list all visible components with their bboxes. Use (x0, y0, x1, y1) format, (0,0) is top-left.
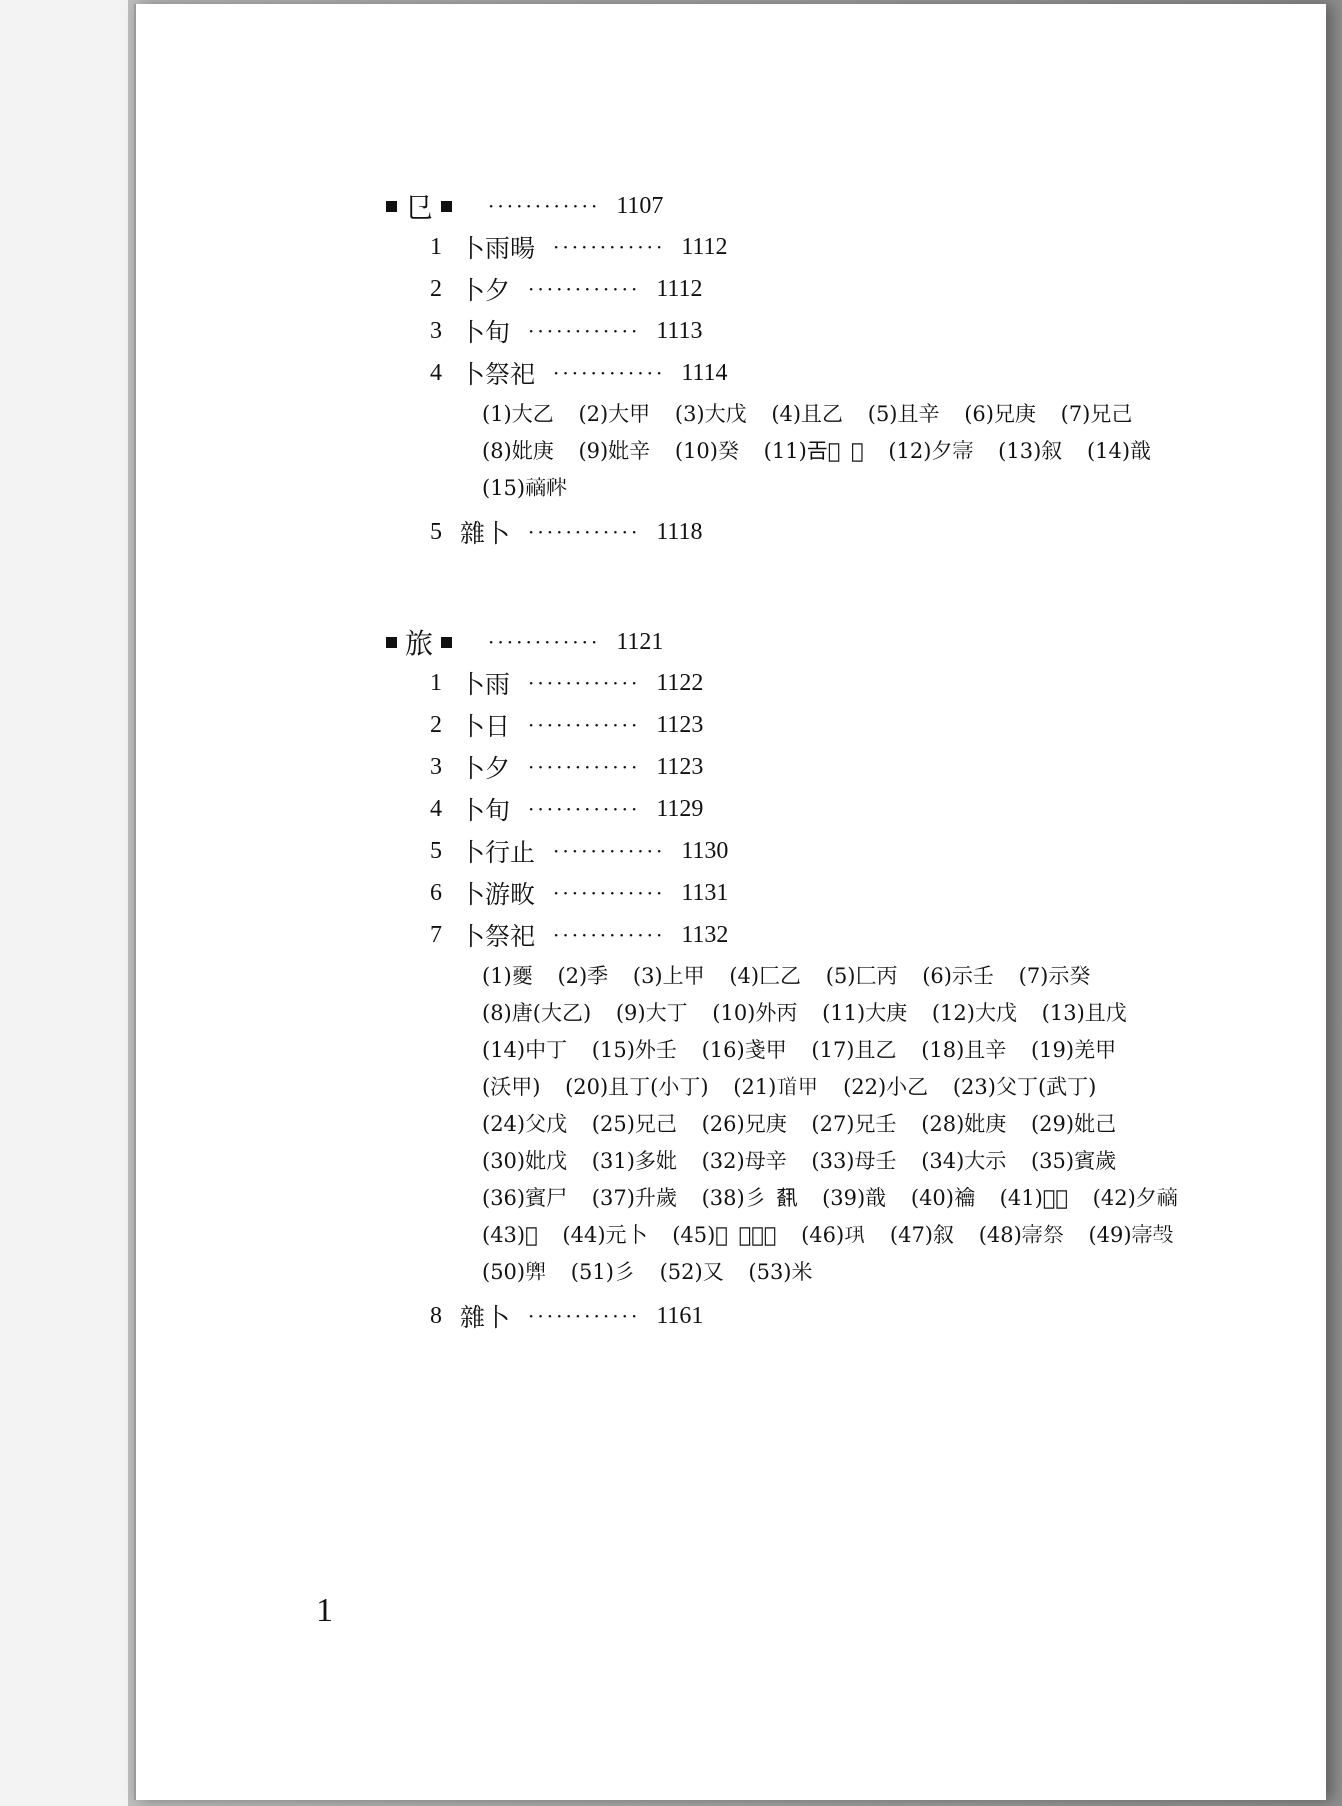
sub-item: (34)大示 (921, 1149, 1007, 1173)
leader-dots: ············ (528, 713, 641, 737)
section-2 (380, 622, 1202, 1337)
sub-item: (21)𩠑甲 (733, 1075, 819, 1099)
section-title: 旅 (405, 627, 434, 660)
section-title: 㔾 (405, 191, 434, 224)
sub-item: (23)父丁(武丁) (952, 1075, 1097, 1099)
sub-item: (20)且丁(小丁) (565, 1075, 709, 1099)
entry-title: 卜夕 (460, 754, 511, 783)
entry-index: 8 (430, 1302, 442, 1329)
entry-page-number: 1161 (656, 1302, 704, 1329)
entry-title: 卜行止 (460, 838, 536, 867)
entry-index: 3 (430, 753, 442, 780)
sub-item: (3)大戊 (674, 402, 747, 426)
entry-page-number: 1118 (656, 518, 703, 545)
sub-item: (36)賓尸 (482, 1186, 568, 1210)
toc-entry (430, 704, 1202, 746)
entry-title: 雜卜 (460, 1303, 511, 1332)
sub-item: (47)叙 (889, 1223, 954, 1247)
square-bullet-icon (441, 637, 452, 648)
toc-entry (430, 226, 1202, 268)
sub-item: (38)彡 𩛥 (701, 1186, 798, 1210)
sub-item: (4)且乙 (771, 402, 844, 426)
sub-item: (7)兄己 (1060, 402, 1133, 426)
toc-entry (430, 788, 1202, 830)
sub-item: (1)夒 (482, 964, 533, 988)
entry-page-number: 1131 (681, 879, 729, 906)
sub-item: (44)元卜 (562, 1223, 648, 1247)
entry-title: 卜旬 (460, 318, 511, 347)
sub-item: (52)又 (659, 1260, 724, 1284)
sub-item: (39)戠 (822, 1186, 887, 1210)
sub-item-list (482, 956, 1202, 1295)
entry-title: 卜祭祀 (460, 922, 536, 951)
leader-dots: ············ (553, 881, 666, 905)
toc-entry (430, 662, 1202, 704)
section-heading (380, 186, 1202, 226)
section-page-number: 1107 (616, 192, 664, 219)
sub-item: (3)上甲 (632, 964, 705, 988)
sub-item: (25)兄己 (591, 1112, 677, 1136)
entry-index: 1 (430, 669, 442, 696)
sub-item: (32)母辛 (701, 1149, 787, 1173)
entry-page-number: 1129 (656, 795, 704, 822)
sub-item: (28)妣庚 (921, 1112, 1007, 1136)
sub-item: (46)𢀜 (801, 1223, 866, 1247)
square-bullet-icon (441, 201, 452, 212)
entry-page-number: 1113 (656, 317, 703, 344)
entry-index: 3 (430, 317, 442, 344)
page-number: 1 (316, 1592, 333, 1629)
entry-page-number: 1122 (656, 669, 704, 696)
entry-title: 雜卜 (460, 519, 511, 548)
sub-item: (35)賓歲 (1030, 1149, 1117, 1173)
sub-item: (30)妣戊 (482, 1149, 568, 1173)
sub-item: (22)小乙 (843, 1075, 929, 1099)
sub-item: (18)且辛 (921, 1038, 1007, 1062)
entry-page-number: 1112 (681, 233, 728, 260)
toc-entry (430, 1295, 1202, 1337)
sub-item: (5)匚丙 (825, 964, 898, 988)
sub-item: (29)妣己 (1030, 1112, 1117, 1136)
sub-item: (2)大甲 (578, 402, 651, 426)
leader-dots: ············ (528, 1304, 641, 1328)
entry-page-number: 1132 (681, 921, 729, 948)
toc-entry (430, 511, 1202, 553)
entry-page-number: 1123 (656, 711, 704, 738)
entry-title: 卜夕 (460, 276, 511, 305)
sub-item: (12)大戊 (931, 1001, 1017, 1025)
sub-item: (4)匚乙 (729, 964, 802, 988)
sub-item: (15)外壬 (591, 1038, 677, 1062)
sub-item: (6)示壬 (922, 964, 994, 988)
sub-item: (41)𡧊𥛚 (999, 1186, 1068, 1210)
toc-entry (430, 746, 1202, 788)
entry-index: 2 (430, 711, 442, 738)
entry-title: 卜日 (460, 712, 511, 741)
sub-item: (50)𢍱 (482, 1260, 547, 1284)
leader-dots: ············ (553, 923, 666, 947)
toc-entry (430, 872, 1202, 914)
sub-item: (沃甲) (482, 1075, 541, 1099)
sub-item: (26)兄庚 (701, 1112, 787, 1136)
toc-entry (430, 830, 1202, 872)
entry-title: 卜旬 (460, 796, 511, 825)
leader-dots: ············ (528, 671, 641, 695)
sub-item: (24)父戊 (482, 1112, 568, 1136)
sub-item: (15)𥛚𥙏 (482, 476, 568, 500)
sub-item: (40)禴 (910, 1186, 975, 1210)
leader-dots: ············ (528, 797, 641, 821)
square-bullet-icon (386, 637, 397, 648)
section-1 (380, 186, 1202, 553)
sub-item: (16)戔甲 (701, 1038, 787, 1062)
sub-item: (8)唐(大乙) (482, 1001, 592, 1025)
toc-entry (430, 914, 1202, 956)
entry-index: 5 (430, 518, 442, 545)
sub-item: (11)大庚 (822, 1001, 908, 1025)
section-heading (380, 622, 1202, 662)
sub-item: (11)𢀛𠇑 𥛚 (763, 439, 864, 463)
sub-item: (19)羌甲 (1030, 1038, 1117, 1062)
entry-index: 4 (430, 359, 442, 386)
sub-item: (2)季 (557, 964, 609, 988)
leader-dots: ············ (488, 630, 601, 654)
leader-dots: ············ (553, 361, 666, 385)
sub-item: (8)妣庚 (482, 439, 554, 463)
toc-entry (430, 310, 1202, 352)
sub-item: (13)叙 (998, 439, 1063, 463)
entry-title: 卜雨 (460, 670, 511, 699)
entry-index: 7 (430, 921, 442, 948)
square-bullet-icon (386, 201, 397, 212)
book-page[interactable] (134, 4, 1326, 1800)
sub-item: (37)升歲 (591, 1186, 677, 1210)
sub-item: (53)米 (748, 1260, 813, 1284)
sub-item: (10)外丙 (712, 1001, 798, 1025)
sub-item: (12)夕𡨦 (888, 439, 974, 463)
sub-item: (31)多妣 (591, 1149, 677, 1173)
sub-item: (33)母壬 (811, 1149, 897, 1173)
sub-item: (6)兄庚 (964, 402, 1036, 426)
sub-item: (42)夕𥛚 (1092, 1186, 1178, 1210)
leader-dots: ············ (528, 277, 641, 301)
entry-index: 6 (430, 879, 442, 906)
sub-item: (14)戠 (1086, 439, 1152, 463)
sub-item: (5)且辛 (867, 402, 940, 426)
entry-title: 卜游畋 (460, 880, 536, 909)
sub-item: (27)兄壬 (811, 1112, 897, 1136)
entry-index: 5 (430, 837, 442, 864)
entry-title: 卜雨暘 (460, 234, 536, 263)
entry-page-number: 1114 (681, 359, 728, 386)
sub-item-list (482, 394, 1202, 511)
entry-page-number: 1130 (681, 837, 729, 864)
toc-entry (430, 352, 1202, 394)
entry-index: 2 (430, 275, 442, 302)
entry-page-number: 1112 (656, 275, 703, 302)
leader-dots: ············ (528, 755, 641, 779)
sub-item: (49)𡨦𣪊 (1088, 1223, 1174, 1247)
leader-dots: ············ (528, 520, 641, 544)
sub-item: (14)中丁 (482, 1038, 568, 1062)
sub-item: (51)彡 (570, 1260, 635, 1284)
leader-dots: ············ (488, 194, 601, 218)
sub-item: (45)𠮦 用白牡 (672, 1223, 777, 1247)
entry-title: 卜祭祀 (460, 360, 536, 389)
toc-entry (430, 268, 1202, 310)
leader-dots: ············ (553, 235, 666, 259)
sub-item: (9)妣辛 (578, 439, 651, 463)
entry-index: 4 (430, 795, 442, 822)
sub-item: (7)示癸 (1018, 964, 1091, 988)
entry-page-number: 1123 (656, 753, 704, 780)
sub-item: (43)𤜿 (482, 1223, 538, 1247)
section-page-number: 1121 (616, 628, 664, 655)
sub-item: (10)癸 (674, 439, 739, 463)
leader-dots: ············ (553, 839, 666, 863)
sub-item: (13)且戊 (1041, 1001, 1127, 1025)
sub-item: (1)大乙 (482, 402, 554, 426)
sub-item: (17)且乙 (811, 1038, 897, 1062)
entry-index: 1 (430, 233, 442, 260)
leader-dots: ············ (528, 319, 641, 343)
sub-item: (48)𡨦祭 (978, 1223, 1064, 1247)
sub-item: (9)大丁 (615, 1001, 688, 1025)
